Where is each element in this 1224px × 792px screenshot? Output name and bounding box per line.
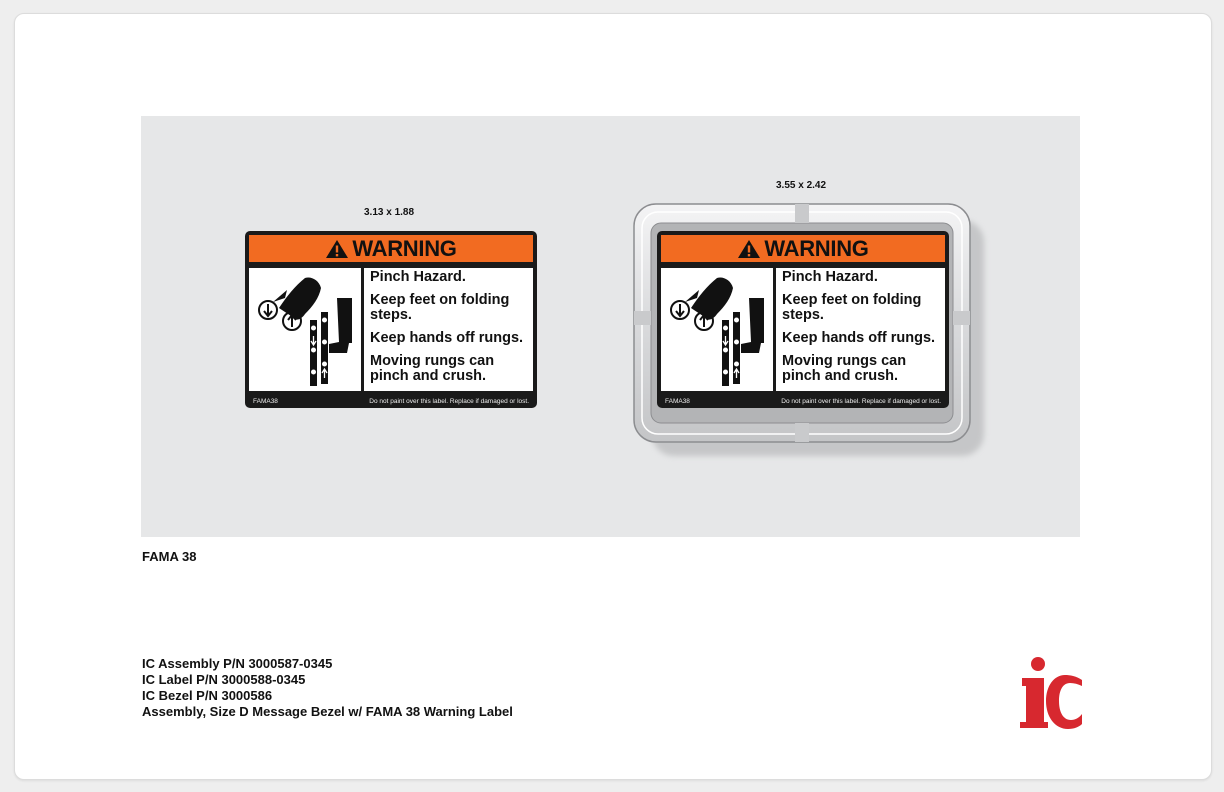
label-line-4: Keep hands off rungs. — [782, 330, 936, 346]
assembly-pn: IC Assembly P/N 3000587-0345 — [142, 656, 333, 671]
assembly-description: Assembly, Size D Message Bezel w/ FAMA 38 Warning Label — [142, 704, 513, 719]
warning-triangle-icon — [325, 239, 349, 259]
label-footer — [665, 396, 941, 406]
label-header-text: WARNING — [764, 235, 869, 261]
right-warning-label — [657, 231, 949, 408]
label-line-2: Keep feet on folding — [370, 292, 510, 308]
label-line-2: Keep feet on folding — [782, 292, 922, 308]
label-footer — [253, 396, 529, 406]
label-line-5: Moving rungs can — [782, 353, 907, 369]
pinch-hazard-pictogram — [661, 268, 773, 391]
label-line-6: pinch and crush. — [370, 368, 487, 384]
label-header-text: WARNING — [352, 235, 457, 261]
pinch-hazard-pictogram — [249, 268, 361, 391]
label-line-3: steps. — [782, 307, 824, 323]
ic-logo — [1018, 656, 1084, 730]
label-message — [364, 268, 533, 391]
label-header — [661, 235, 945, 262]
label-header — [249, 235, 533, 262]
label-footer-note: Do not paint over this label. Replace if damaged or lost. — [781, 397, 941, 405]
left-warning-label — [245, 231, 537, 408]
label-line-1: Pinch Hazard. — [782, 269, 878, 285]
bezel-pn: IC Bezel P/N 3000586 — [142, 688, 273, 703]
label-code: FAMA38 — [253, 397, 278, 405]
label-line-1: Pinch Hazard. — [370, 269, 466, 285]
label-line-6: pinch and crush. — [782, 368, 899, 384]
caption: FAMA 38 — [142, 549, 197, 564]
label-code: FAMA38 — [665, 397, 690, 405]
label-line-5: Moving rungs can — [370, 353, 495, 369]
label-footer-note: Do not paint over this label. Replace if damaged or lost. — [369, 397, 529, 405]
label-message — [776, 268, 945, 391]
label-pn: IC Label P/N 3000588-0345 — [142, 672, 306, 687]
right-dimension: 3.55 x 2.42 — [776, 180, 827, 191]
part-numbers — [142, 656, 513, 720]
warning-triangle-icon — [737, 239, 761, 259]
label-line-4: Keep hands off rungs. — [370, 330, 524, 346]
left-dimension: 3.13 x 1.88 — [364, 207, 415, 218]
label-line-3: steps. — [370, 307, 412, 323]
